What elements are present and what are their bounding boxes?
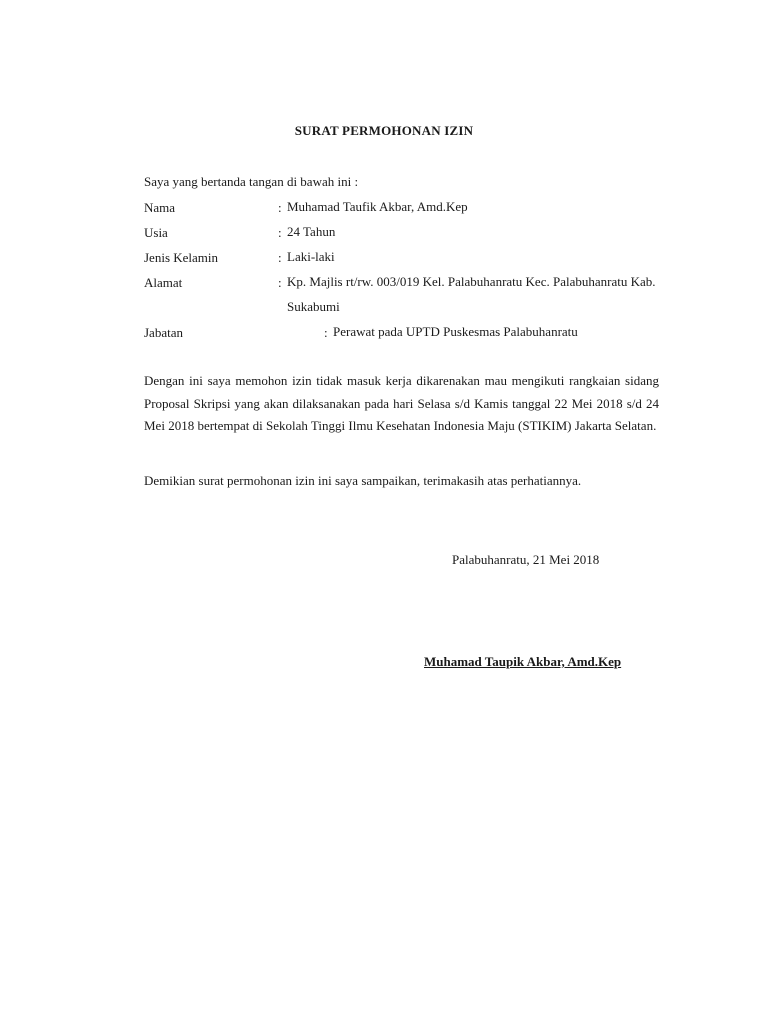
field-colon: : xyxy=(278,225,282,240)
field-label-usia: Usia xyxy=(144,225,168,240)
field-row-nama xyxy=(144,200,664,220)
intro-text: Saya yang bertanda tangan di bawah ini : xyxy=(144,174,359,189)
signer-name: Muhamad Taupik Akbar, Amd.Kep xyxy=(424,654,622,669)
field-row-alamat xyxy=(144,275,664,320)
field-label-jabatan: Jabatan xyxy=(144,325,183,340)
field-colon: : xyxy=(278,275,282,290)
field-value-usia: 24 Tahun xyxy=(287,224,336,239)
body-paragraph-request: Dengan ini saya memohon izin tidak masuk kerja dikarenakan mau mengikuti rangkaian sidang Proposal Skripsi yang akan dilaksanakan pada hari Selasa s/d Kamis tanggal 22 Mei 2018 s/d 24 Mei 2018 bertempat di Sekolah Tinggi Ilmu Kesehatan Indonesia Maju (STIKIM) Jakarta Selatan. xyxy=(144,373,659,433)
field-row-jenis-kelamin xyxy=(144,250,664,270)
field-label-alamat: Alamat xyxy=(144,275,183,290)
field-colon: : xyxy=(278,200,282,215)
field-value-alamat: Kp. Majlis rt/rw. 003/019 Kel. Palabuhanratu Kec. Palabuhanratu Kab. Sukabumi xyxy=(287,274,656,314)
field-row-usia xyxy=(144,225,664,245)
field-colon: : xyxy=(324,325,328,340)
field-label-jenis-kelamin: Jenis Kelamin xyxy=(144,250,219,265)
field-row-jabatan xyxy=(144,325,664,345)
field-value-jabatan: Perawat pada UPTD Puskesmas Palabuhanratu xyxy=(333,324,578,339)
body-paragraph-closing: Demikian surat permohonan izin ini saya sampaikan, terimakasih atas perhatiannya. xyxy=(144,473,582,488)
field-colon: : xyxy=(278,250,282,265)
place-date: Palabuhanratu, 21 Mei 2018 xyxy=(452,552,600,567)
field-value-jenis-kelamin: Laki-laki xyxy=(287,249,335,264)
field-value-nama: Muhamad Taufik Akbar, Amd.Kep xyxy=(287,199,468,214)
letter-title: SURAT PERMOHONAN IZIN xyxy=(294,123,474,138)
field-label-nama: Nama xyxy=(144,200,176,215)
